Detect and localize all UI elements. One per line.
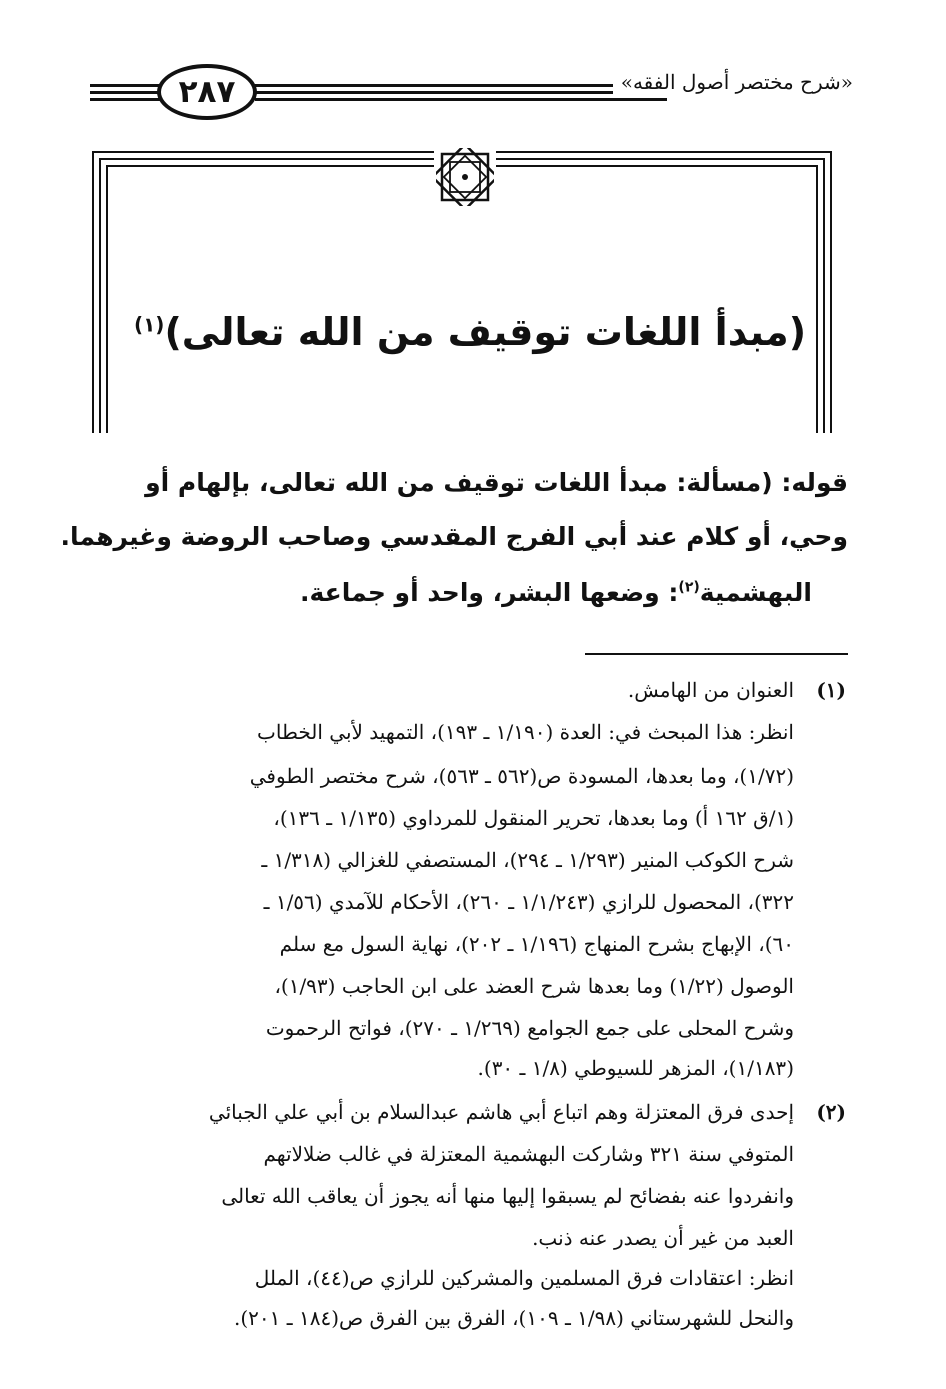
footnote-1-line: (١/٧٢)، وما بعدها، المسودة ص(٥٦٢ ـ ٥٦٣)، شرح مختصر الطوفي xyxy=(249,764,794,788)
main-line-3-start: البهشمية xyxy=(699,578,812,607)
footnote-2-line: إحدى فرق المعتزلة وهم اتباع أبي هاشم عبدالسلام بن أبي علي الجبائي xyxy=(208,1100,794,1124)
footnote-2-line: وانفردوا عنه بفضائح لم يسبقوا إليها منها أنه يجوز أن يعاقب الله تعالى xyxy=(221,1184,794,1208)
frame-top-inner-right xyxy=(496,165,818,167)
chapter-title-text: (مبدأ اللغات توقيف من الله تعالى) xyxy=(164,310,807,354)
frame-right-inner xyxy=(816,165,818,433)
main-line-1: قوله: (مسألة: مبدأ اللغات توقيف من الله تعالى، بإلهام أو xyxy=(145,468,848,497)
header-rule-left-2 xyxy=(90,91,160,94)
frame-top-mid-left xyxy=(99,158,434,160)
page-number-text: ٢٨٧ xyxy=(178,74,236,110)
frame-top-inner-left xyxy=(106,165,434,167)
frame-top-outer-right xyxy=(496,151,832,153)
page-number xyxy=(157,64,257,120)
main-line-3 xyxy=(300,578,812,607)
footnote-1-line: ٦٠)، الإبهاج بشرح المنهاج (١/١٩٦ ـ ٢٠٢)، نهاية السول مع سلم xyxy=(279,932,794,956)
frame-left-mid xyxy=(99,158,101,433)
footnote-2-line: العبد من غير أن يصدر عنه ذنب. xyxy=(532,1226,794,1250)
frame-right-mid xyxy=(823,158,825,433)
octagram-ornament-icon xyxy=(436,148,494,206)
frame-top-outer-left xyxy=(92,151,434,153)
chapter-title xyxy=(120,310,820,354)
footnote-1-number: (١) xyxy=(816,678,846,702)
header-rule-right-1 xyxy=(255,84,667,87)
header-rule-right-2 xyxy=(255,91,667,94)
frame-right-outer xyxy=(830,151,832,433)
footnote-1-line: ٣٢٢)، المحصول للرازي (١/١/٢٤٣ ـ ٢٦٠)، الأحكام للآمدي (١/٥٦ ـ xyxy=(263,890,794,914)
footnote-1-line: (١/١٨٣)، المزهر للسيوطي (١/٨ ـ ٣٠). xyxy=(477,1056,794,1080)
footnote-2-line: انظر: اعتقادات فرق المسلمين والمشركين للرازي ص(٤٤)، الملل xyxy=(254,1266,794,1290)
footnote-2-number: (٢) xyxy=(816,1100,846,1124)
footnote-1-line: وشرح المحلى على جمع الجوامع (١/٢٦٩ ـ ٢٧٠)، فواتح الرحموت xyxy=(265,1016,794,1040)
frame-left-outer xyxy=(92,151,94,433)
header-rule-left-1 xyxy=(90,84,160,87)
header-rule-right-3 xyxy=(255,98,667,101)
footnote-separator xyxy=(585,653,848,655)
footnote-1-line: شرح الكوكب المنير (١/٢٩٣ ـ ٢٩٤)، المستصفي للغزالي (١/٣١٨ ـ xyxy=(261,848,794,872)
footnote-2-line: المتوفي سنة ٣٢١ وشاركت البهشمية المعتزلة في غالب ضلالاتهم xyxy=(263,1142,794,1166)
running-title: «شرح مختصر أصول الفقه» xyxy=(613,70,853,94)
main-line-3-footnote-ref: (٢) xyxy=(678,579,700,596)
footnote-1-line: انظر: هذا المبحث في: العدة (١/١٩٠ ـ ١٩٣)، التمهيد لأبي الخطاب xyxy=(257,720,794,744)
main-line-3-end: : وضعها البشر، واحد أو جماعة. xyxy=(299,578,679,607)
footnote-1-line: العنوان من الهامش. xyxy=(627,678,794,702)
frame-left-inner xyxy=(106,165,108,433)
footnote-1-line: الوصول (١/٢٢) وما بعدها شرح العضد على ابن الحاجب (١/٩٣)، xyxy=(274,974,794,998)
footnote-2-line: والنحل للشهرستاني (١/٩٨ ـ ١٠٩)، الفرق بين الفرق ص(١٨٤ ـ ٢٠١). xyxy=(234,1306,794,1330)
header-rule-left-3 xyxy=(90,98,160,101)
main-line-2: وحي، أو كلام عند أبي الفرج المقدسي وصاحب الروضة وغيرهما. xyxy=(60,522,848,551)
chapter-title-footnote-ref: (١) xyxy=(133,312,165,337)
frame-top-mid-right xyxy=(496,158,825,160)
footnote-1-line: (١/ق ١٦٢ أ) وما بعدها، تحرير المنقول للمرداوي (١/١٣٥ ـ ١٣٦)، xyxy=(273,806,794,830)
